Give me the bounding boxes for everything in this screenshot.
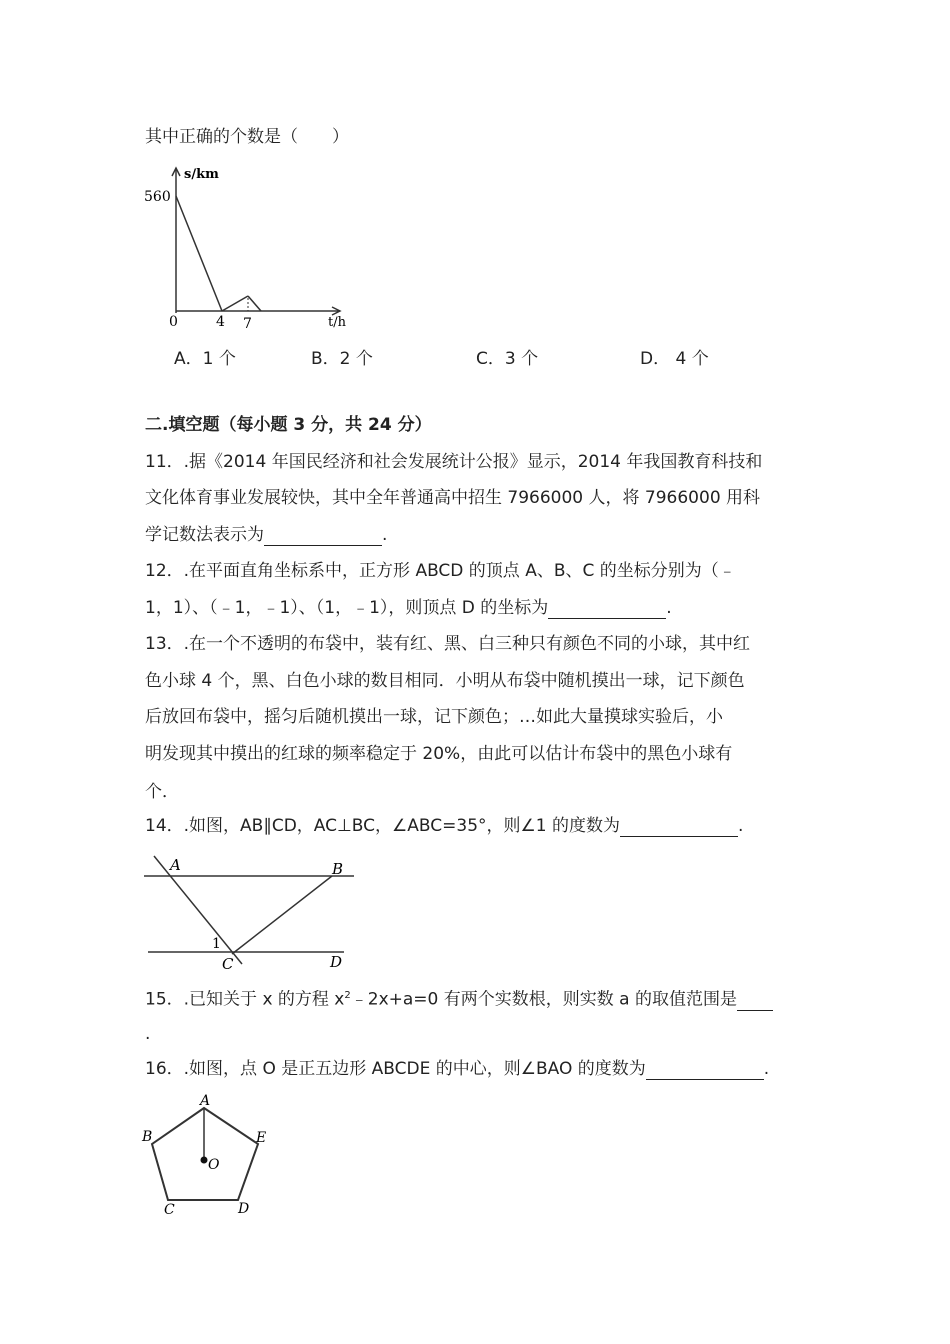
option-b[interactable] [311, 344, 373, 369]
q16-answer-blank[interactable] [646, 1061, 764, 1080]
option-c[interactable] [476, 344, 538, 369]
y-value-label: 560 [144, 189, 171, 205]
section-heading: 二.填空题（每小题 3 分，共 24 分） [145, 415, 432, 435]
x-axis-label: t/h [328, 315, 346, 330]
distance-time-graph [140, 158, 360, 336]
x-tick-7: 7 [243, 316, 252, 332]
graph-segment-1 [176, 196, 222, 311]
option-letter: B． [311, 349, 340, 369]
q13-line-3: 后放回布袋中，摇匀后随机摸出一球，记下颜色；…如此大量摸球实验后，小 [145, 707, 723, 727]
q12-answer-blank[interactable] [548, 600, 666, 619]
option-d[interactable] [640, 344, 709, 369]
label-o: O [208, 1157, 220, 1173]
q16-text: 16．.如图，点 O 是正五边形 ABCDE 的中心，则∠BAO 的度数为 [145, 1059, 646, 1079]
q11-line-1: 11．.据《2014 年国民经济和社会发展统计公报》显示，2014 年我国教育科技和 [145, 452, 763, 472]
q15-line-2: . [145, 1024, 151, 1044]
segment-ac [154, 856, 242, 964]
q14-line-1 [145, 815, 743, 837]
option-text: 4 个 [670, 349, 709, 369]
label-c: C [222, 955, 234, 972]
origin-label: 0 [169, 314, 178, 330]
q15-text-1: 15．.已知关于 x 的方程 x [145, 989, 345, 1010]
q16-line-1 [145, 1058, 769, 1080]
option-letter: D． [640, 349, 671, 369]
graph-segment-3 [248, 296, 261, 311]
label-a: A [200, 1093, 211, 1109]
q15-answer-blank[interactable] [737, 992, 773, 1011]
label-b: B [332, 860, 344, 878]
q12-line-2 [145, 597, 672, 619]
q14-figure [140, 850, 360, 972]
pentagon-abcde [152, 1108, 258, 1200]
center-point-o [201, 1157, 208, 1164]
question-stem-end: 其中正确的个数是（ ） [145, 127, 349, 147]
x-tick-4: 4 [216, 314, 225, 330]
q14-answer-blank[interactable] [620, 818, 738, 837]
option-text: 2 个 [339, 349, 373, 369]
option-text: 1 个 [202, 349, 236, 369]
q14-text: 14．.如图，AB∥CD，AC⊥BC，∠ABC=35°，则∠1 的度数为 [145, 816, 620, 836]
label-c: C [164, 1202, 175, 1218]
q13-line-4: 明发现其中摸出的红球的频率稳定于 20%，由此可以估计布袋中的黑色小球有 [145, 744, 733, 764]
q15-text-2: ﹣2x+a=0 有两个实数根，则实数 a 的取值范围是 [350, 989, 737, 1010]
q16-period: . [763, 1059, 770, 1079]
q11-period: . [382, 525, 388, 545]
q11-answer-blank[interactable] [264, 527, 382, 546]
label-a: A [170, 856, 181, 874]
q15-superscript: 2 [344, 990, 351, 1001]
q13-line-1: 13．.在一个不透明的布袋中，装有红、黑、白三种只有颜色不同的小球，其中红 [145, 634, 751, 654]
q13-line-5: 个． [145, 782, 179, 802]
q12-period: . [666, 598, 672, 618]
label-1: 1 [212, 936, 221, 952]
segment-bc [232, 876, 332, 954]
option-text: 3 个 [504, 349, 539, 369]
label-d: D [330, 953, 343, 971]
option-letter: C． [476, 349, 505, 369]
label-e: E [256, 1130, 267, 1146]
pentagon-figure [138, 1092, 278, 1218]
q13-line-2: 色小球 4 个，黑、白色小球的数目相同．小明从布袋中随机摸出一球，记下颜色 [145, 671, 745, 691]
q11-text: 学记数法表示为 [145, 525, 264, 545]
q14-period: . [737, 816, 744, 836]
q12-line-1: 12．.在平面直角坐标系中，正方形 ABCD 的顶点 A、B、C 的坐标分别为（﹣ [145, 561, 736, 581]
q11-line-3 [145, 524, 387, 546]
option-letter: A． [174, 349, 203, 369]
label-d: D [238, 1201, 250, 1217]
graph-segment-2 [222, 296, 248, 311]
q11-line-2: 文化体育事业发展较快，其中全年普通高中招生 7966000 人，将 7966000 用科 [145, 488, 761, 508]
label-b: B [142, 1129, 153, 1145]
option-a[interactable] [174, 344, 236, 369]
y-axis-label: s/km [184, 167, 219, 182]
q12-text: 1，1）、（﹣1，﹣1）、（1，﹣1），则顶点 D 的坐标为 [145, 598, 549, 618]
q15-line-1 [145, 985, 773, 1011]
